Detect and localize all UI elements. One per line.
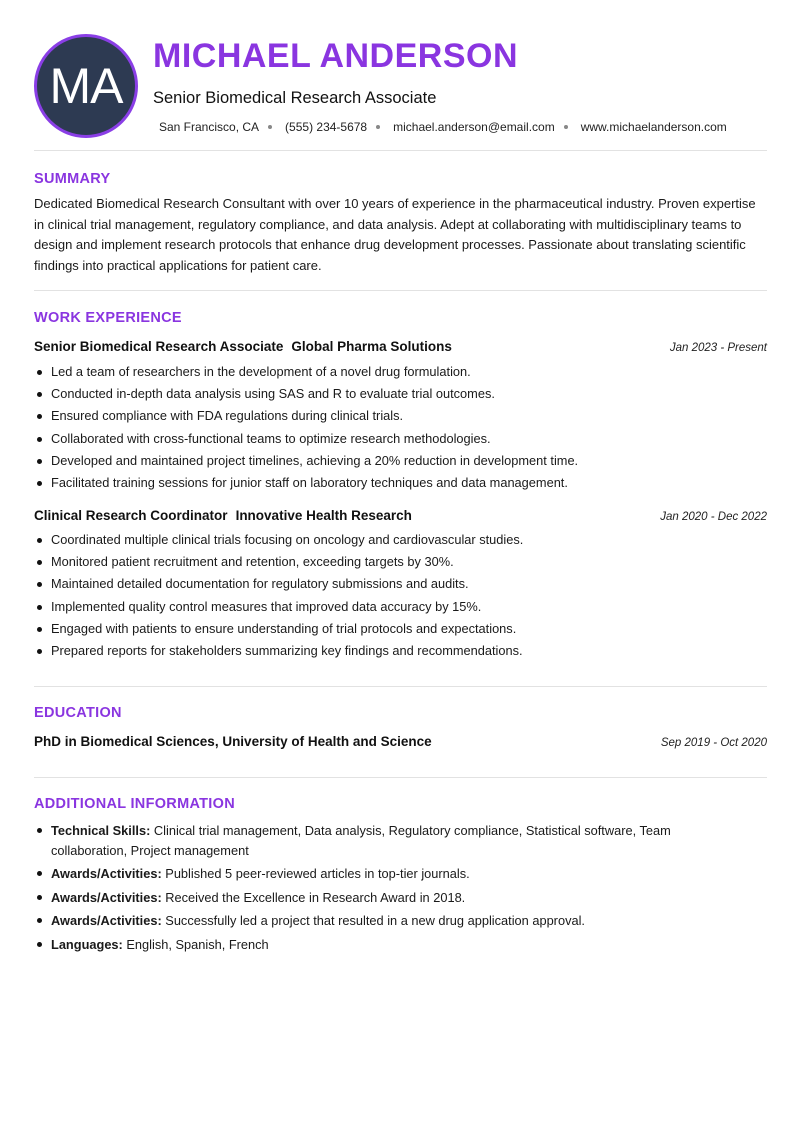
experience-heading: WORK EXPERIENCE bbox=[34, 310, 182, 326]
separator-dot bbox=[564, 125, 568, 129]
additional-list bbox=[34, 821, 734, 958]
job-company: Global Pharma Solutions bbox=[291, 339, 452, 354]
item-text: Clinical trial management, Data analysis, Regulatory compliance, Statistical software, Team collaboration, Project management bbox=[51, 823, 671, 858]
list-item: Monitored patient recruitment and retention, exceeding targets by 30%. bbox=[34, 551, 764, 573]
separator-dot bbox=[376, 125, 380, 129]
contact-location: San Francisco, CA bbox=[159, 120, 260, 134]
list-item bbox=[34, 911, 734, 931]
job-role: Clinical Research Coordinator bbox=[34, 508, 228, 523]
list-item: Facilitated training sessions for junior staff on laboratory techniques and data management. bbox=[34, 472, 764, 494]
list-item: Led a team of researchers in the development of a novel drug formulation. bbox=[34, 361, 764, 383]
job-company: Innovative Health Research bbox=[235, 508, 412, 523]
contact-phone[interactable]: (555) 234-5678 bbox=[285, 120, 368, 134]
list-item: Prepared reports for stakeholders summarizing key findings and recommendations. bbox=[34, 640, 764, 662]
job-dates: Jan 2020 - Dec 2022 bbox=[660, 511, 767, 523]
list-item: Ensured compliance with FDA regulations during clinical trials. bbox=[34, 405, 764, 427]
list-item: Developed and maintained project timelines, achieving a 20% reduction in development time. bbox=[34, 450, 764, 472]
list-item bbox=[34, 888, 734, 908]
avatar bbox=[34, 34, 138, 138]
education-heading: EDUCATION bbox=[34, 705, 122, 721]
list-item bbox=[34, 864, 734, 884]
job-bullets bbox=[34, 529, 764, 662]
education-entry bbox=[34, 734, 767, 749]
list-item: Maintained detailed documentation for regulatory submissions and audits. bbox=[34, 573, 764, 595]
item-label: Awards/Activities: bbox=[51, 889, 162, 905]
list-item: Collaborated with cross-functional teams to optimize research methodologies. bbox=[34, 428, 764, 450]
item-label: Awards/Activities: bbox=[51, 913, 162, 928]
job-role: Senior Biomedical Research Associate bbox=[34, 339, 284, 354]
item-text: Published 5 peer-reviewed articles in top-tier journals. bbox=[165, 866, 470, 881]
list-item bbox=[34, 935, 734, 955]
list-item: Conducted in-depth data analysis using SAS and R to evaluate trial outcomes. bbox=[34, 383, 764, 405]
list-item: Implemented quality control measures that improved data accuracy by 15%. bbox=[34, 596, 764, 618]
summary-heading: SUMMARY bbox=[34, 171, 111, 187]
item-label: Technical Skills: bbox=[51, 823, 151, 838]
summary-text: Dedicated Biomedical Research Consultant with over 10 years of experience in the pharmaceutical industry. Proven expertise in clinical trial management, regulatory compliance, and data analysis. Adept at collaborating with multidisciplinary teams to design and implement research protocols that enhance drug development processes. Passionate about translating scientific findings into practical applications for patient care. bbox=[34, 196, 756, 273]
divider bbox=[34, 150, 767, 151]
job-header bbox=[34, 338, 767, 356]
avatar-initials: MA bbox=[49, 58, 123, 114]
job-header bbox=[34, 507, 767, 525]
education-dates: Sep 2019 - Oct 2020 bbox=[660, 737, 767, 749]
contact-website[interactable]: www.michaelanderson.com bbox=[580, 120, 727, 134]
additional-heading: ADDITIONAL INFORMATION bbox=[34, 796, 235, 812]
job-dates: Jan 2023 - Present bbox=[669, 342, 767, 354]
item-text: Received the Excellence in Research Award in 2018. bbox=[165, 889, 466, 905]
list-item: Engaged with patients to ensure understanding of trial protocols and expectations. bbox=[34, 618, 764, 640]
list-item: Coordinated multiple clinical trials focusing on oncology and cardiovascular studies. bbox=[34, 529, 764, 551]
item-label: Languages: bbox=[51, 936, 123, 952]
divider bbox=[34, 777, 767, 778]
candidate-title: Senior Biomedical Research Associate bbox=[153, 89, 437, 107]
job-bullets bbox=[34, 361, 764, 494]
candidate-name: MICHAEL ANDERSON bbox=[153, 37, 519, 75]
education-degree: PhD in Biomedical Sciences, University of Health and Science bbox=[34, 734, 432, 749]
contact-row bbox=[159, 120, 727, 134]
list-item bbox=[34, 821, 734, 860]
separator-dot bbox=[268, 125, 272, 129]
item-text: Successfully led a project that resulted in a new drug application approval. bbox=[165, 913, 585, 928]
divider bbox=[34, 290, 767, 291]
item-label: Awards/Activities: bbox=[51, 866, 162, 881]
divider bbox=[34, 686, 767, 687]
contact-email[interactable]: michael.anderson@email.com bbox=[393, 120, 555, 134]
item-text: English, Spanish, French bbox=[126, 936, 269, 952]
